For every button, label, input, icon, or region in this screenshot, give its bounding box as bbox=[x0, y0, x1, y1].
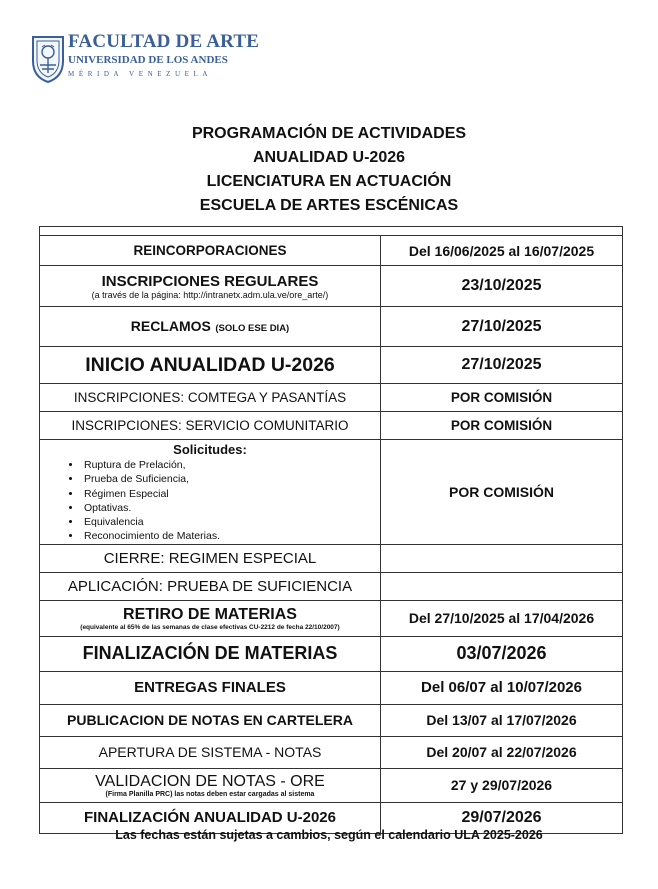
row-label: INSCRIPCIONES: COMTEGA Y PASANTÍAS bbox=[40, 384, 381, 412]
list-item: • Prueba de Suficiencia, bbox=[82, 472, 376, 486]
row-date: 27/10/2025 bbox=[381, 307, 623, 347]
table-row bbox=[40, 544, 623, 572]
row-label: FINALIZACIÓN ANUALIDAD U-2026 bbox=[40, 802, 381, 833]
row-label-cell bbox=[40, 307, 381, 347]
table-row bbox=[40, 704, 623, 736]
row-label: VALIDACION DE NOTAS - ORE bbox=[95, 772, 325, 790]
university-seal-icon bbox=[30, 33, 66, 83]
row-label: APERTURA DE SISTEMA - NOTAS bbox=[40, 736, 381, 768]
row-label: RETIRO DE MATERIAS bbox=[123, 605, 297, 623]
document-title bbox=[0, 122, 658, 218]
list-item: • Régimen Especial bbox=[82, 487, 376, 501]
table-row bbox=[40, 307, 623, 347]
title-line-3: LICENCIATURA EN ACTUACIÓN bbox=[206, 173, 452, 190]
table-row bbox=[40, 671, 623, 704]
schedule-table bbox=[39, 226, 623, 834]
logo-line-2: UNIVERSIDAD DE LOS ANDES bbox=[68, 54, 228, 66]
solicitudes-list bbox=[70, 458, 376, 544]
row-note: (Firma Planilla PRC) las notas deben estar cargadas al sistema bbox=[105, 790, 315, 798]
list-item: • Equivalencia bbox=[82, 515, 376, 529]
table-row bbox=[40, 236, 623, 266]
title-line-1: PROGRAMACIÓN DE ACTIVIDADES bbox=[191, 125, 467, 142]
faculty-logo bbox=[30, 30, 260, 86]
row-date: Del 13/07 al 17/07/2026 bbox=[381, 704, 623, 736]
row-date: Del 06/07 al 10/07/2026 bbox=[381, 671, 623, 704]
row-label: CIERRE: REGIMEN ESPECIAL bbox=[40, 544, 381, 572]
row-date: Del 27/10/2025 al 17/04/2026 bbox=[381, 600, 623, 636]
table-row bbox=[40, 412, 623, 440]
row-label-cell bbox=[40, 440, 381, 545]
row-date: Del 20/07 al 22/07/2026 bbox=[381, 736, 623, 768]
table-top-gap bbox=[40, 227, 623, 236]
row-label: Solicitudes: bbox=[173, 442, 247, 457]
logo-line-1: FACULTAD DE ARTE bbox=[68, 31, 260, 52]
row-label-cell bbox=[40, 768, 381, 802]
list-item: • Optativas. bbox=[82, 501, 376, 515]
table-row bbox=[40, 736, 623, 768]
row-label: FINALIZACIÓN DE MATERIAS bbox=[40, 636, 381, 671]
row-date: 03/07/2026 bbox=[381, 636, 623, 671]
row-date bbox=[381, 572, 623, 600]
table-row bbox=[40, 440, 623, 545]
logo-line-3: MÉRIDA VENEZUELA bbox=[68, 70, 213, 78]
row-date: 27/10/2025 bbox=[381, 347, 623, 384]
row-label-cell bbox=[40, 266, 381, 307]
row-date: POR COMISIÓN bbox=[381, 384, 623, 412]
row-note: (SOLO ESE DIA) bbox=[215, 322, 290, 334]
row-date: POR COMISIÓN bbox=[381, 440, 623, 545]
list-item: • Reconocimiento de Materias. bbox=[82, 529, 376, 543]
title-line-2: ANUALIDAD U-2026 bbox=[252, 149, 406, 166]
table-row bbox=[40, 384, 623, 412]
row-label: RECLAMOS bbox=[130, 317, 211, 334]
row-note: (a través de la página: http://intranetx.adm.ula.ve/ore_arte/) bbox=[91, 289, 329, 300]
row-date: 23/10/2025 bbox=[381, 266, 623, 307]
row-label: REINCORPORACIONES bbox=[40, 236, 381, 266]
row-label: APLICACIÓN: PRUEBA DE SUFICIENCIA bbox=[40, 572, 381, 600]
row-date: POR COMISIÓN bbox=[381, 412, 623, 440]
table-row bbox=[40, 768, 623, 802]
row-note: (equivalente al 65% de las semanas de clase efectivas CU-2212 de fecha 22/10/2007) bbox=[80, 623, 340, 631]
row-label: PUBLICACION DE NOTAS EN CARTELERA bbox=[40, 704, 381, 736]
row-label: INICIO ANUALIDAD U-2026 bbox=[40, 347, 381, 384]
table-row bbox=[40, 600, 623, 636]
table-row bbox=[40, 347, 623, 384]
footer-note: Las fechas están sujetas a cambios, según el calendario ULA 2025-2026 bbox=[115, 828, 543, 842]
row-label: INSCRIPCIONES REGULARES bbox=[101, 272, 319, 290]
row-date bbox=[381, 544, 623, 572]
table-row bbox=[40, 266, 623, 307]
list-item: • Ruptura de Prelación, bbox=[82, 458, 376, 472]
table-row bbox=[40, 636, 623, 671]
title-line-4: ESCUELA DE ARTES ESCÉNICAS bbox=[199, 197, 459, 214]
row-date: Del 16/06/2025 al 16/07/2025 bbox=[381, 236, 623, 266]
row-date: 27 y 29/07/2026 bbox=[381, 768, 623, 802]
row-date: 29/07/2026 bbox=[381, 802, 623, 833]
row-label: INSCRIPCIONES: SERVICIO COMUNITARIO bbox=[40, 412, 381, 440]
row-label-cell bbox=[40, 600, 381, 636]
table-row bbox=[40, 572, 623, 600]
row-label: ENTREGAS FINALES bbox=[40, 671, 381, 704]
